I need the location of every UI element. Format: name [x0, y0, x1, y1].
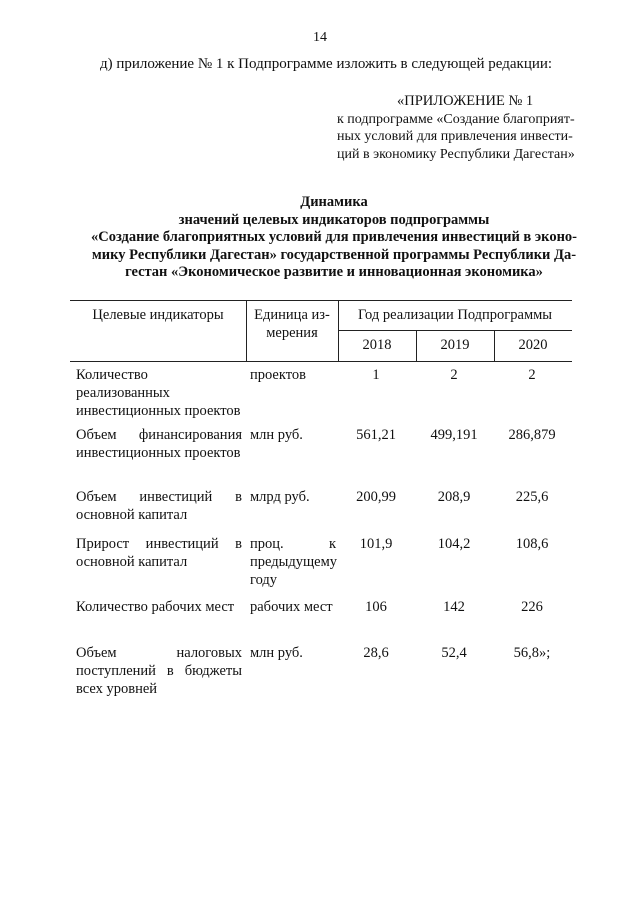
heading-line: гестан «Экономическое развитие и инновационная экономика» [125, 264, 543, 280]
appendix-line: ных условий для привлечения инвести- [337, 129, 573, 144]
intro-line: д) приложение № 1 к Подпрограмме изложить в следующей редакции: [100, 56, 553, 72]
row-indicator: Объем налоговых поступлений в бюджеты всех уровней [76, 645, 242, 697]
header-year: 2018 [362, 337, 392, 353]
row-value-2019: 142 [443, 599, 465, 615]
row-value-2018: 561,21 [356, 427, 396, 443]
row-value-2018: 28,6 [363, 645, 389, 661]
row-unit: проц. к предыдущему году [250, 536, 338, 588]
header-unit-line: Единица из- [254, 307, 330, 323]
row-value-2020: 2 [528, 367, 536, 383]
header-unit-line: мерения [266, 325, 318, 341]
header-years-group: Год реализации Подпрограммы [357, 307, 553, 323]
table-heading [70, 194, 598, 282]
row-value-2018: 1 [372, 367, 380, 383]
header-indicators: Целевые индикаторы [92, 307, 224, 323]
appendix-line: к подпрограмме «Создание благоприят- [337, 111, 575, 127]
row-value-2020: 225,6 [515, 489, 549, 505]
appendix-block [337, 93, 587, 163]
heading-line: мику Республики Дагестан» государственной программы Республики Да- [91, 246, 577, 263]
row-indicator: Прирост инвестиций в основной капитал [76, 536, 242, 570]
row-unit: млн руб. [250, 645, 303, 661]
row-value-2019: 52,4 [441, 645, 467, 661]
row-value-2019: 2 [450, 367, 458, 383]
header-year: 2020 [518, 337, 548, 353]
header-year: 2019 [440, 337, 470, 353]
heading-line: значений целевых индикаторов подпрограммы [178, 211, 490, 228]
row-unit: млн руб. [250, 427, 303, 443]
row-indicator: Количество рабочих мест [76, 599, 235, 615]
page-number: 14 [313, 30, 327, 45]
heading-line: Динамика [300, 194, 368, 210]
row-indicator: Объем финансирования инвестиционных проектов [76, 427, 242, 461]
row-value-2018: 200,99 [356, 489, 396, 505]
row-value-2018: 106 [365, 599, 387, 615]
header-unit [246, 306, 338, 342]
row-unit: млрд руб. [250, 489, 310, 505]
row-value-2019: 499,191 [430, 427, 478, 443]
appendix-line: ций в экономику Республики Дагестан» [337, 146, 575, 162]
row-unit: рабочих мест [250, 599, 333, 615]
row-value-2020: 226 [521, 599, 543, 615]
row-value-2020: 108,6 [515, 536, 549, 552]
row-value-2020: 56,8»; [513, 645, 551, 661]
row-value-2018: 101,9 [359, 536, 393, 552]
row-value-2019: 208,9 [437, 489, 471, 505]
row-value-2020: 286,879 [508, 427, 556, 443]
table-header [70, 300, 572, 362]
appendix-title: «ПРИЛОЖЕНИЕ № 1 [397, 93, 534, 109]
heading-line: «Создание благоприятных условий для привлечения инвестиций в эконо- [90, 229, 578, 245]
header-divider [338, 330, 572, 331]
row-indicator: Объем инвестиций в основной капитал [76, 489, 242, 523]
row-unit: проектов [250, 367, 306, 383]
row-indicator: Количество реализованных инвестиционных проектов [76, 367, 241, 419]
row-value-2019: 104,2 [437, 536, 471, 552]
